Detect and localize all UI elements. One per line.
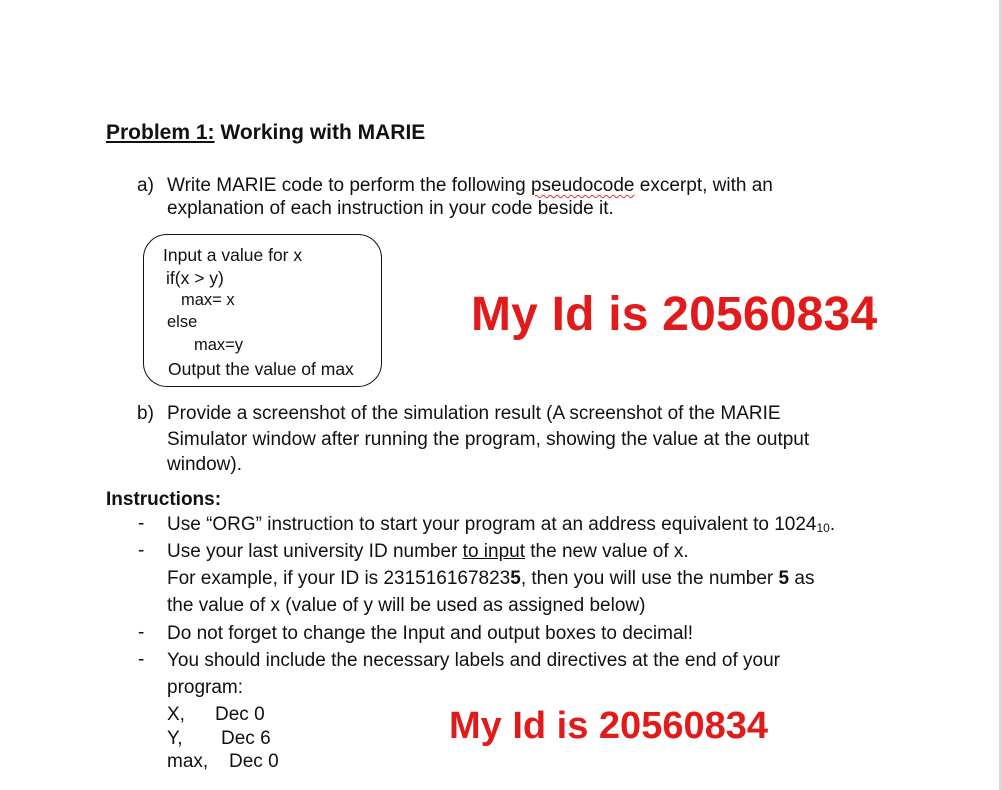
code-line-else: else [167,313,198,331]
spellcheck-word: pseudocode [530,175,635,196]
part-a-text: Write MARIE code to perform the following [167,175,531,196]
part-a-text-end: excerpt, with an [634,175,773,196]
instruction-example [167,567,814,590]
directive-y-value: Dec 6 [221,728,271,749]
code-line-max-x: max= x [181,291,235,309]
code-line-max-y: max=y [194,336,244,354]
part-a-line-2: explanation of each instruction in your code beside it. [167,198,614,219]
code-line-if: if(x > y) [166,268,224,288]
instructions-heading: Instructions: [106,489,222,510]
directive-y-label: Y, [167,728,183,749]
base-subscript: 10 [816,521,830,535]
bullet-3: - [138,622,145,643]
id-watermark-large: My Id is 20560834 [471,288,878,341]
code-line-input: Input a value for x [163,245,303,265]
part-b-line-2: Simulator window after running the program, showing the value at the output [167,429,810,450]
part-a-line-1 [167,174,773,197]
id-watermark-small: My Id is 20560834 [449,705,768,747]
instruction-org-text: Use “ORG” instruction to start your program at an address equivalent to 1024 [167,514,817,535]
part-b-line-1: Provide a screenshot of the simulation result (A screenshot of the MARIE [167,403,781,424]
instruction-id-text-end: the new value of x. [525,541,689,562]
example-text: For example, if your ID is 231516167823 [167,568,511,589]
part-a-marker: a) [137,175,154,196]
instruction-org [167,513,835,540]
code-line-output: Output the value of max [168,359,354,379]
bullet-2: - [138,540,145,561]
instruction-org-period: . [829,514,836,535]
instruction-labels: You should include the necessary labels and directives at the end of your [167,650,780,671]
instruction-id-text: Use your last university ID number [167,541,463,562]
instruction-id-input [167,540,689,563]
instruction-labels-line-2: program: [167,677,244,698]
directive-max-value: Dec 0 [229,751,279,772]
bullet-4: - [138,649,145,670]
part-b-marker: b) [137,403,154,424]
directive-max-label: max, [167,751,209,772]
instruction-id-underlined: to input [462,541,525,562]
page-title [106,121,425,145]
directive-x-value: Dec 0 [215,704,265,725]
example-text-mid: , then you will use the number [520,568,779,589]
part-b-line-3: window). [167,454,242,475]
directive-x-label: X, [167,704,185,725]
instruction-decimal: Do not forget to change the Input and output boxes to decimal! [167,623,694,644]
title-problem-number: Problem 1: [106,121,215,144]
example-bold-number: 5 [778,568,790,589]
bullet-1: - [138,513,145,534]
instruction-example-line-2: the value of x (value of y will be used as assigned below) [167,595,646,616]
title-text: Working with MARIE [220,121,426,144]
example-bold-digit: 5 [510,568,521,589]
example-text-end: as [789,568,815,589]
